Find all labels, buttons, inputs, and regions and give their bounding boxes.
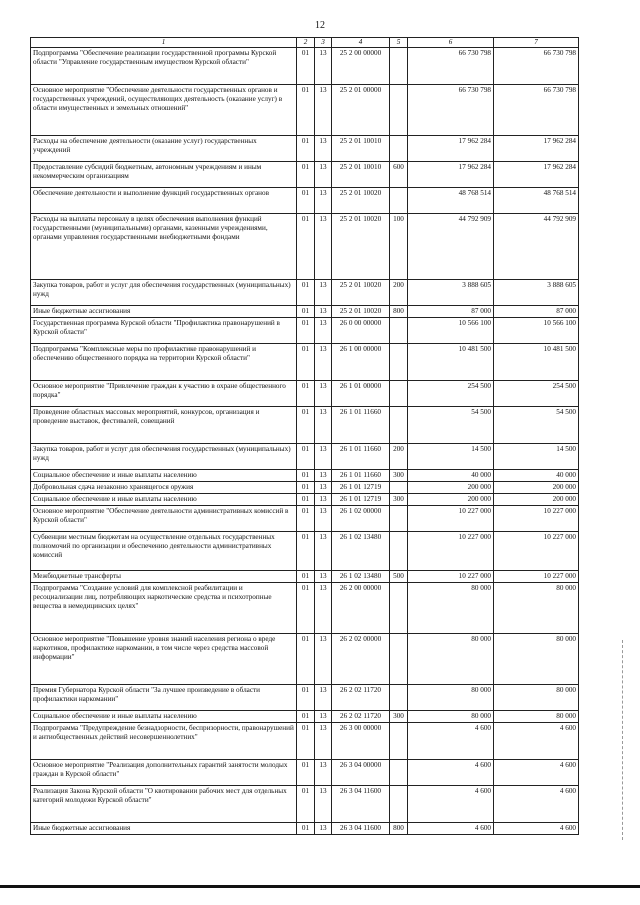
amount-cell: 80 000 [408, 711, 494, 723]
subsection-code-cell: 13 [315, 136, 332, 162]
target-article-cell: 26 1 01 11660 [332, 407, 390, 444]
row-name-cell: Добровольная сдача незаконно хранящегося оружия [31, 482, 297, 494]
subsection-code-cell: 13 [315, 711, 332, 723]
table-row [31, 85, 579, 136]
amount-cell: 4 600 [494, 723, 579, 760]
amount-cell: 54 500 [494, 407, 579, 444]
section-code-cell: 01 [297, 506, 315, 532]
amount-cell: 254 500 [408, 381, 494, 407]
subsection-code-cell: 13 [315, 823, 332, 835]
subsection-code-cell: 13 [315, 786, 332, 823]
section-code-cell: 01 [297, 634, 315, 685]
amount-cell: 10 227 000 [408, 571, 494, 583]
table-row [31, 494, 579, 506]
row-name-cell: Подпрограмма "Комплексные меры по профилактике правонарушений и обеспечению общественного порядка на территории Курской области" [31, 344, 297, 381]
subsection-code-cell: 13 [315, 85, 332, 136]
amount-cell: 17 962 284 [494, 136, 579, 162]
subsection-code-cell: 13 [315, 48, 332, 85]
row-name-cell: Социальное обеспечение и иные выплаты населению [31, 494, 297, 506]
target-article-cell: 26 1 01 00000 [332, 381, 390, 407]
column-header: 5 [390, 38, 408, 48]
expense-type-cell [390, 723, 408, 760]
section-code-cell: 01 [297, 583, 315, 634]
amount-cell: 44 792 909 [494, 214, 579, 280]
target-article-cell: 25 2 01 10020 [332, 188, 390, 214]
amount-cell: 10 227 000 [494, 532, 579, 571]
target-article-cell: 26 3 00 00000 [332, 723, 390, 760]
amount-cell: 10 227 000 [408, 532, 494, 571]
amount-cell: 17 962 284 [494, 162, 579, 188]
expense-type-cell [390, 344, 408, 381]
expense-type-cell [390, 188, 408, 214]
expense-type-cell [390, 136, 408, 162]
target-article-cell: 26 2 02 11720 [332, 711, 390, 723]
target-article-cell: 25 2 01 10020 [332, 280, 390, 306]
row-name-cell: Основное мероприятие "Привлечение граждан к участию в охране общественного порядка" [31, 381, 297, 407]
column-header: 1 [31, 38, 297, 48]
expense-type-cell: 100 [390, 214, 408, 280]
amount-cell: 80 000 [408, 634, 494, 685]
table-row [31, 444, 579, 470]
table-row [31, 634, 579, 685]
expense-type-cell [390, 532, 408, 571]
target-article-cell: 25 2 01 10020 [332, 306, 390, 318]
table-row [31, 407, 579, 444]
row-name-cell: Предоставление субсидий бюджетным, автономным учреждениям и иным некоммерческим организациям [31, 162, 297, 188]
amount-cell: 17 962 284 [408, 136, 494, 162]
table-row [31, 381, 579, 407]
subsection-code-cell: 13 [315, 494, 332, 506]
subsection-code-cell: 13 [315, 381, 332, 407]
expense-type-cell: 300 [390, 470, 408, 482]
expense-type-cell [390, 786, 408, 823]
amount-cell: 17 962 284 [408, 162, 494, 188]
section-code-cell: 01 [297, 482, 315, 494]
section-code-cell: 01 [297, 85, 315, 136]
amount-cell: 10 227 000 [494, 506, 579, 532]
table-row [31, 506, 579, 532]
row-name-cell: Иные бюджетные ассигнования [31, 823, 297, 835]
target-article-cell: 26 2 02 11720 [332, 685, 390, 711]
table-row [31, 583, 579, 634]
amount-cell: 10 566 100 [408, 318, 494, 344]
row-name-cell: Расходы на обеспечение деятельности (оказание услуг) государственных учреждений [31, 136, 297, 162]
section-code-cell: 01 [297, 685, 315, 711]
section-code-cell: 01 [297, 470, 315, 482]
expense-type-cell [390, 407, 408, 444]
table-row [31, 188, 579, 214]
expense-type-cell [390, 48, 408, 85]
table-row [31, 723, 579, 760]
section-code-cell: 01 [297, 494, 315, 506]
expense-type-cell [390, 760, 408, 786]
target-article-cell: 26 1 02 00000 [332, 506, 390, 532]
column-header-row [31, 38, 579, 48]
subsection-code-cell: 13 [315, 344, 332, 381]
row-name-cell: Подпрограмма "Обеспечение реализации государственной программы Курской области "Управление государственным имуществом Курской области" [31, 48, 297, 85]
subsection-code-cell: 13 [315, 532, 332, 571]
expense-type-cell [390, 381, 408, 407]
row-name-cell: Проведение областных массовых мероприятий, конкурсов, организация и проведение выставок, фестивалей, совещаний [31, 407, 297, 444]
section-code-cell: 01 [297, 711, 315, 723]
target-article-cell: 25 2 01 00000 [332, 85, 390, 136]
amount-cell: 4 600 [408, 786, 494, 823]
amount-cell: 10 481 500 [408, 344, 494, 381]
target-article-cell: 26 1 00 00000 [332, 344, 390, 381]
table-row [31, 532, 579, 571]
amount-cell: 87 000 [408, 306, 494, 318]
expense-type-cell: 800 [390, 306, 408, 318]
amount-cell: 200 000 [408, 494, 494, 506]
section-code-cell: 01 [297, 823, 315, 835]
column-header: 7 [494, 38, 579, 48]
row-name-cell: Основное мероприятие "Обеспечение деятельности административных комиссий в Курской области" [31, 506, 297, 532]
subsection-code-cell: 13 [315, 280, 332, 306]
column-header: 4 [332, 38, 390, 48]
target-article-cell: 25 2 00 00000 [332, 48, 390, 85]
table-row [31, 162, 579, 188]
table-row [31, 280, 579, 306]
amount-cell: 3 888 605 [494, 280, 579, 306]
row-name-cell: Подпрограмма "Создание условий для комплексной реабилитации и ресоциализации лиц, потребляющих наркотические средства и психотропные вещества в немедицинских целях" [31, 583, 297, 634]
budget-table [30, 37, 579, 835]
section-code-cell: 01 [297, 407, 315, 444]
table-row [31, 214, 579, 280]
section-code-cell: 01 [297, 444, 315, 470]
amount-cell: 4 600 [408, 760, 494, 786]
table-row [31, 685, 579, 711]
amount-cell: 48 768 514 [494, 188, 579, 214]
amount-cell: 200 000 [494, 494, 579, 506]
amount-cell: 14 500 [494, 444, 579, 470]
target-article-cell: 26 0 00 00000 [332, 318, 390, 344]
expense-type-cell [390, 318, 408, 344]
expense-type-cell [390, 583, 408, 634]
section-code-cell: 01 [297, 162, 315, 188]
amount-cell: 200 000 [408, 482, 494, 494]
subsection-code-cell: 13 [315, 506, 332, 532]
amount-cell: 4 600 [494, 823, 579, 835]
amount-cell: 14 500 [408, 444, 494, 470]
expense-type-cell: 300 [390, 494, 408, 506]
section-code-cell: 01 [297, 136, 315, 162]
amount-cell: 80 000 [494, 685, 579, 711]
subsection-code-cell: 13 [315, 162, 332, 188]
amount-cell: 4 600 [494, 786, 579, 823]
scan-edge-line [0, 885, 640, 888]
subsection-code-cell: 13 [315, 318, 332, 344]
amount-cell: 80 000 [494, 634, 579, 685]
section-code-cell: 01 [297, 723, 315, 760]
page-number: 12 [315, 20, 325, 31]
subsection-code-cell: 13 [315, 188, 332, 214]
table-row [31, 306, 579, 318]
amount-cell: 80 000 [408, 583, 494, 634]
subsection-code-cell: 13 [315, 306, 332, 318]
subsection-code-cell: 13 [315, 583, 332, 634]
row-name-cell: Государственная программа Курской области "Профилактика правонарушений в Курской области" [31, 318, 297, 344]
subsection-code-cell: 13 [315, 407, 332, 444]
subsection-code-cell: 13 [315, 214, 332, 280]
subsection-code-cell: 13 [315, 760, 332, 786]
subsection-code-cell: 13 [315, 470, 332, 482]
row-name-cell: Основное мероприятие "Обеспечение деятельности государственных органов и государственных учреждений, осуществляющих деятельность (оказание услуг) в области имущественных и земельных отношений" [31, 85, 297, 136]
amount-cell: 48 768 514 [408, 188, 494, 214]
expense-type-cell: 200 [390, 280, 408, 306]
expense-type-cell: 500 [390, 571, 408, 583]
amount-cell: 10 227 000 [494, 571, 579, 583]
amount-cell: 87 000 [494, 306, 579, 318]
row-name-cell: Субвенции местным бюджетам на осуществление отдельных государственных полномочий по организации и обеспечению деятельности административных комиссий [31, 532, 297, 571]
target-article-cell: 25 2 01 10010 [332, 162, 390, 188]
subsection-code-cell: 13 [315, 634, 332, 685]
target-article-cell: 26 1 02 13480 [332, 571, 390, 583]
amount-cell: 80 000 [494, 583, 579, 634]
row-name-cell: Расходы на выплаты персоналу в целях обеспечения выполнения функций государственными (муниципальными) органами, казенными учреждениями, органами управления государственными внебюджетными фондами [31, 214, 297, 280]
row-name-cell: Закупка товаров, работ и услуг для обеспечения государственных (муниципальных) нужд [31, 280, 297, 306]
section-code-cell: 01 [297, 306, 315, 318]
table-row [31, 344, 579, 381]
amount-cell: 66 730 798 [494, 48, 579, 85]
row-name-cell: Социальное обеспечение и иные выплаты населению [31, 711, 297, 723]
row-name-cell: Реализация Закона Курской области "О квотировании рабочих мест для отдельных категорий молодежи Курской области" [31, 786, 297, 823]
amount-cell: 3 888 605 [408, 280, 494, 306]
target-article-cell: 26 2 02 00000 [332, 634, 390, 685]
target-article-cell: 26 3 04 11600 [332, 786, 390, 823]
amount-cell: 80 000 [494, 711, 579, 723]
table-row [31, 48, 579, 85]
amount-cell: 66 730 798 [408, 48, 494, 85]
amount-cell: 66 730 798 [494, 85, 579, 136]
target-article-cell: 26 1 01 12719 [332, 494, 390, 506]
expense-type-cell [390, 482, 408, 494]
subsection-code-cell: 13 [315, 482, 332, 494]
section-code-cell: 01 [297, 318, 315, 344]
subsection-code-cell: 13 [315, 685, 332, 711]
amount-cell: 66 730 798 [408, 85, 494, 136]
row-name-cell: Закупка товаров, работ и услуг для обеспечения государственных (муниципальных) нужд [31, 444, 297, 470]
target-article-cell: 26 1 01 11660 [332, 470, 390, 482]
section-code-cell: 01 [297, 381, 315, 407]
section-code-cell: 01 [297, 786, 315, 823]
amount-cell: 10 227 000 [408, 506, 494, 532]
row-name-cell: Обеспечение деятельности и выполнение функций государственных органов [31, 188, 297, 214]
expense-type-cell: 600 [390, 162, 408, 188]
table-row [31, 470, 579, 482]
table-row [31, 136, 579, 162]
target-article-cell: 26 1 01 11660 [332, 444, 390, 470]
section-code-cell: 01 [297, 214, 315, 280]
target-article-cell: 26 1 01 12719 [332, 482, 390, 494]
amount-cell: 4 600 [408, 823, 494, 835]
amount-cell: 80 000 [408, 685, 494, 711]
row-name-cell: Премия Губернатора Курской области "За лучшее произведение в области профилактики наркомании" [31, 685, 297, 711]
section-code-cell: 01 [297, 532, 315, 571]
amount-cell: 4 600 [408, 723, 494, 760]
target-article-cell: 26 3 04 00000 [332, 760, 390, 786]
table-row [31, 823, 579, 835]
column-header: 2 [297, 38, 315, 48]
expense-type-cell [390, 634, 408, 685]
row-name-cell: Основное мероприятие "Реализация дополнительных гарантий занятости молодых граждан в Курской области" [31, 760, 297, 786]
target-article-cell: 26 3 04 11600 [332, 823, 390, 835]
section-code-cell: 01 [297, 48, 315, 85]
section-code-cell: 01 [297, 344, 315, 381]
expense-type-cell: 800 [390, 823, 408, 835]
table-row [31, 711, 579, 723]
table-row [31, 786, 579, 823]
amount-cell: 254 500 [494, 381, 579, 407]
table-row [31, 482, 579, 494]
amount-cell: 4 600 [494, 760, 579, 786]
subsection-code-cell: 13 [315, 571, 332, 583]
row-name-cell: Межбюджетные трансферты [31, 571, 297, 583]
expense-type-cell [390, 506, 408, 532]
section-code-cell: 01 [297, 280, 315, 306]
table-row [31, 571, 579, 583]
target-article-cell: 25 2 01 10010 [332, 136, 390, 162]
expense-type-cell [390, 685, 408, 711]
row-name-cell: Подпрограмма "Предупреждение безнадзорности, беспризорности, правонарушений и антиобщественных действий несовершеннолетних" [31, 723, 297, 760]
amount-cell: 44 792 909 [408, 214, 494, 280]
subsection-code-cell: 13 [315, 723, 332, 760]
target-article-cell: 26 1 02 13480 [332, 532, 390, 571]
table-row [31, 760, 579, 786]
target-article-cell: 26 2 00 00000 [332, 583, 390, 634]
section-code-cell: 01 [297, 571, 315, 583]
amount-cell: 40 000 [408, 470, 494, 482]
amount-cell: 40 000 [494, 470, 579, 482]
row-name-cell: Иные бюджетные ассигнования [31, 306, 297, 318]
row-name-cell: Основное мероприятие "Повышение уровня знаний населения региона о вреде наркотиков, профилактике наркомании, в том числе через средства массовой информации" [31, 634, 297, 685]
amount-cell: 10 566 100 [494, 318, 579, 344]
column-header: 6 [408, 38, 494, 48]
expense-type-cell: 300 [390, 711, 408, 723]
subsection-code-cell: 13 [315, 444, 332, 470]
amount-cell: 200 000 [494, 482, 579, 494]
target-article-cell: 25 2 01 10020 [332, 214, 390, 280]
row-name-cell: Социальное обеспечение и иные выплаты населению [31, 470, 297, 482]
amount-cell: 10 481 500 [494, 344, 579, 381]
expense-type-cell: 200 [390, 444, 408, 470]
section-code-cell: 01 [297, 760, 315, 786]
column-header: 3 [315, 38, 332, 48]
scan-margin-marks [622, 640, 624, 840]
section-code-cell: 01 [297, 188, 315, 214]
table-row [31, 318, 579, 344]
expense-type-cell [390, 85, 408, 136]
amount-cell: 54 500 [408, 407, 494, 444]
